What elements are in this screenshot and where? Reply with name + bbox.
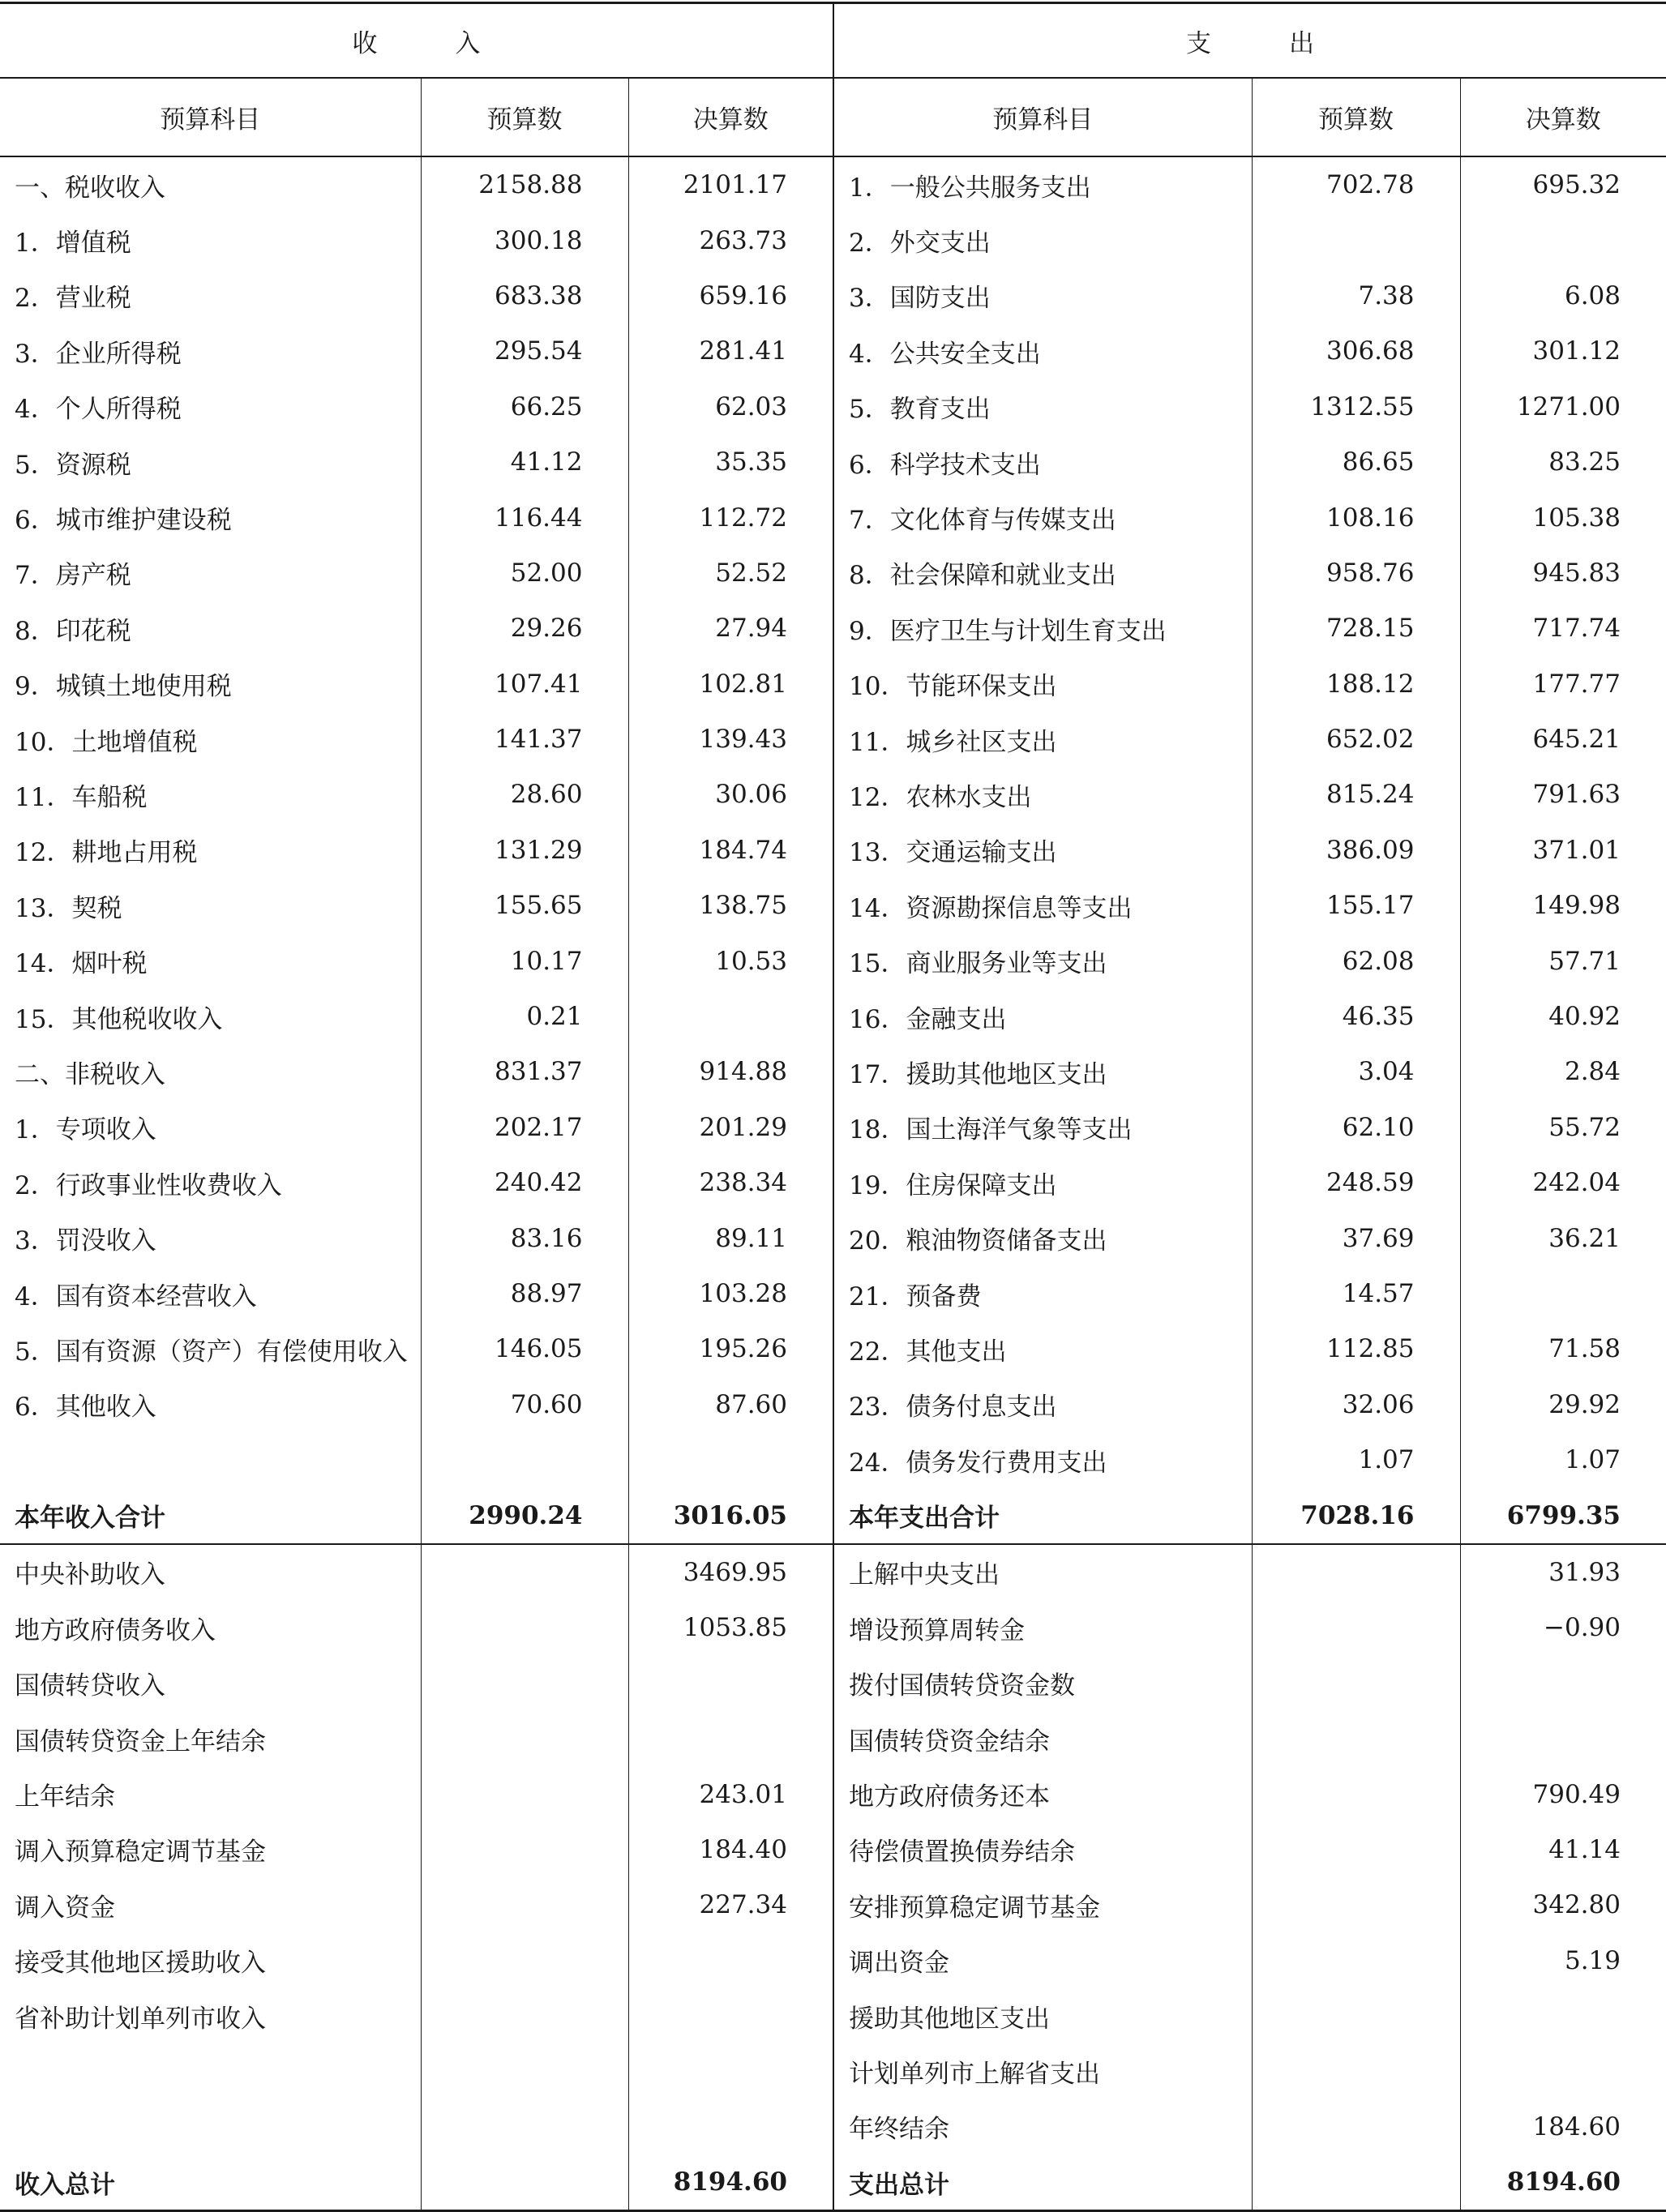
expense-final-cell: 40.92 [1460,989,1666,1044]
expense-subject-cell: 24．债务发行费用支出 [833,1432,1252,1487]
expense-subject-cell: 计划单列市上解省支出 [833,2043,1252,2099]
income-final-cell: 89.11 [628,1210,833,1265]
income-budget-cell [421,1933,628,1988]
expense-subject-cell: 国债转贷资金结余 [833,1711,1252,1766]
income-final-cell: 1053.85 [628,1600,833,1655]
income-final-cell [628,1988,833,2043]
expense-final-cell: 105.38 [1460,490,1666,545]
income-subject-cell: 3．罚没收入 [15,1226,156,1256]
expense-budget-cell [1252,1711,1460,1766]
expense-final-cell: 717.74 [1460,601,1666,656]
income-subject-cell: 7．房产税 [15,561,131,591]
expense-subject-cell: 8．社会保障和就业支出 [833,546,1252,601]
income-final-cell [628,2043,833,2099]
income-final-cell: 914.88 [628,1044,833,1099]
income-budget-cell [421,1656,628,1711]
income-subject-cell: 12．耕地占用税 [15,838,198,868]
expense-subject-cell: 19．住房保障支出 [833,1155,1252,1210]
income-budget-cell: 0.21 [421,989,628,1044]
income-budget-cell: 2990.24 [421,1487,628,1543]
expense-subject-cell: 12．农林水支出 [833,767,1252,822]
table-row [0,1432,1666,1487]
income-final-cell: 3016.05 [628,1487,833,1543]
expense-subject-cell: 18．国土海洋气象等支出 [833,1100,1252,1155]
expense-subject-cell: 1．一般公共服务支出 [833,156,1252,212]
income-budget-cell: 116.44 [421,490,628,545]
expense-final-cell: 41.14 [1460,1822,1666,1877]
expense-subject-cell: 16．金融支出 [833,989,1252,1044]
income-subject-cell: 本年收入合计 [15,1504,165,1534]
expense-final-cell: 2.84 [1460,1044,1666,1099]
income-final-cell: 184.40 [628,1822,833,1877]
expense-budget-cell [1252,1600,1460,1655]
expense-budget-cell [1252,1877,1460,1932]
income-subject-cell: 14．烟叶税 [15,949,148,979]
income-budget-cell: 202.17 [421,1100,628,1155]
income-final-cell: 281.41 [628,323,833,379]
income-final-cell: 243.01 [628,1766,833,1821]
income-budget-cell: 52.00 [421,546,628,601]
income-budget-cell [421,1432,628,1487]
expense-budget-cell: 652.02 [1252,712,1460,767]
expense-budget-cell: 62.10 [1252,1100,1460,1155]
expense-subject-cell: 上解中央支出 [833,1544,1252,1600]
table-row [0,1044,1666,1099]
expense-final-cell [1460,212,1666,267]
expense-subject-cell: 本年支出合计 [833,1487,1252,1543]
expense-budget-cell: 306.68 [1252,323,1460,379]
income-final-cell: 138.75 [628,878,833,933]
expense-budget-cell: 32.06 [1252,1377,1460,1432]
expense-subject-cell: 地方政府债务还本 [833,1766,1252,1821]
income-budget-cell: 10.17 [421,933,628,988]
table-row [0,1544,1666,1600]
income-subject-cell: 6．城市维护建设税 [15,506,232,536]
income-subject-cell: 5．国有资源（资产）有偿使用收入 [15,1337,408,1367]
expense-subject-cell: 增设预算周转金 [833,1600,1252,1655]
income-subject-cell: 8．印花税 [15,616,131,646]
table-row [0,878,1666,933]
income-final-cell [628,1656,833,1711]
expense-final-cell: 790.49 [1460,1766,1666,1821]
income-subject-cell: 2．行政事业性收费收入 [15,1170,282,1200]
expense-subject-cell: 14．资源勘探信息等支出 [833,878,1252,933]
income-final-cell [628,2099,833,2154]
table-row [0,823,1666,878]
table-row [0,1877,1666,1932]
expense-final-cell: 1271.00 [1460,379,1666,434]
income-subject-cell [0,1432,421,1487]
expense-subject-cell: 3．国防支出 [833,268,1252,323]
expense-budget-cell [1252,2099,1460,2154]
expense-budget-cell [1252,2154,1460,2211]
expense-budget-cell: 37.69 [1252,1210,1460,1265]
income-budget-cell [421,2043,628,2099]
expense-section-title: 支 出 [833,3,1666,79]
table-row [0,1656,1666,1711]
income-final-cell: 139.43 [628,712,833,767]
income-final-cell [628,989,833,1044]
table-row [0,767,1666,822]
income-subject-cell: 中央补助收入 [0,1544,421,1600]
income-subject-header: 预算科目 [0,78,421,156]
expense-final-cell: 29.92 [1460,1377,1666,1432]
income-budget-cell [421,2154,628,2211]
income-final-cell: 3469.95 [628,1544,833,1600]
income-budget-cell: 28.60 [421,767,628,822]
income-budget-cell: 131.29 [421,823,628,878]
table-row [0,1266,1666,1321]
income-subject-cell: 9．城镇土地使用税 [15,672,232,702]
expense-subject-cell: 2．外交支出 [833,212,1252,267]
income-subject-cell: 1．增值税 [15,229,131,259]
income-final-cell: 102.81 [628,657,833,712]
income-budget-cell: 831.37 [421,1044,628,1099]
expense-budget-cell [1252,1933,1460,1988]
expense-budget-cell: 7028.16 [1252,1487,1460,1543]
income-final-cell: 62.03 [628,379,833,434]
income-subject-cell: 4．国有资本经营收入 [15,1281,257,1311]
expense-final-cell: 5.19 [1460,1933,1666,1988]
expense-subject-cell: 15．商业服务业等支出 [833,933,1252,988]
table-row [0,1377,1666,1432]
income-subject-cell: 调入预算稳定调节基金 [15,1838,266,1868]
expense-budget-cell [1252,1822,1460,1877]
table-row [0,933,1666,988]
income-budget-cell [421,1544,628,1600]
income-subject-cell: 国债转贷收入 [15,1671,165,1701]
expense-budget-cell: 728.15 [1252,601,1460,656]
income-budget-cell [421,1877,628,1932]
expense-budget-cell: 7.38 [1252,268,1460,323]
income-subject-cell: 15．其他税收收入 [15,1004,223,1034]
income-budget-cell: 2158.88 [421,156,628,212]
income-subject-cell: 收入总计 [0,2154,421,2211]
expense-final-cell: −0.90 [1460,1600,1666,1655]
table-row [0,1933,1666,1988]
income-budget-cell [421,1711,628,1766]
income-final-cell: 195.26 [628,1321,833,1376]
expense-budget-cell: 86.65 [1252,434,1460,490]
income-budget-cell: 141.37 [421,712,628,767]
income-final-cell [628,1432,833,1487]
total-row [0,1487,1666,1543]
income-budget-cell [421,1600,628,1655]
income-subject-cell: 13．契税 [15,893,122,923]
income-final-cell: 52.52 [628,546,833,601]
income-budget-cell: 70.60 [421,1377,628,1432]
expense-budget-cell: 14.57 [1252,1266,1460,1321]
table-row [0,1988,1666,2043]
expense-budget-header: 预算数 [1252,78,1460,156]
expense-final-cell: 149.98 [1460,878,1666,933]
income-subject-cell: 省补助计划单列市收入 [15,2004,266,2034]
income-budget-cell: 29.26 [421,601,628,656]
expense-subject-cell: 22．其他支出 [833,1321,1252,1376]
expense-budget-cell: 1.07 [1252,1432,1460,1487]
income-budget-cell [421,1988,628,2043]
income-subject-cell: 1．专项收入 [15,1115,156,1145]
expense-final-cell [1460,1266,1666,1321]
expense-budget-cell: 248.59 [1252,1155,1460,1210]
expense-subject-header: 预算科目 [833,78,1252,156]
column-header-row [0,78,1666,156]
expense-final-cell: 177.77 [1460,657,1666,712]
expense-budget-cell [1252,2043,1460,2099]
expense-subject-cell: 5．教育支出 [833,379,1252,434]
expense-subject-cell: 6．科学技术支出 [833,434,1252,490]
income-final-cell: 201.29 [628,1100,833,1155]
income-budget-cell: 88.97 [421,1266,628,1321]
table-row [0,657,1666,712]
expense-budget-cell: 3.04 [1252,1044,1460,1099]
expense-budget-cell: 46.35 [1252,989,1460,1044]
expense-subject-cell: 11．城乡社区支出 [833,712,1252,767]
expense-final-cell: 342.80 [1460,1877,1666,1932]
expense-budget-cell: 62.08 [1252,933,1460,988]
expense-final-cell: 1.07 [1460,1432,1666,1487]
expense-final-cell: 8194.60 [1460,2154,1666,2211]
expense-budget-cell [1252,1656,1460,1711]
income-subject-cell: 接受其他地区援助收入 [15,1949,266,1979]
expense-final-cell: 242.04 [1460,1155,1666,1210]
expense-subject-cell: 支出总计 [833,2154,1252,2211]
expense-subject-cell: 9．医疗卫生与计划生育支出 [833,601,1252,656]
expense-final-cell: 645.21 [1460,712,1666,767]
income-subject-cell [0,2043,421,2099]
income-subject-cell: 6．其他收入 [15,1393,156,1423]
income-budget-cell: 146.05 [421,1321,628,1376]
section-header-row [0,3,1666,79]
income-final-cell [628,1711,833,1766]
expense-final-cell: 71.58 [1460,1321,1666,1376]
expense-budget-cell: 1312.55 [1252,379,1460,434]
income-final-cell: 2101.17 [628,156,833,212]
expense-final-cell: 945.83 [1460,546,1666,601]
income-budget-cell: 683.38 [421,268,628,323]
expense-subject-cell: 安排预算稳定调节基金 [833,1877,1252,1932]
table-row [0,601,1666,656]
expense-subject-cell: 23．债务付息支出 [833,1377,1252,1432]
expense-final-cell: 6.08 [1460,268,1666,323]
income-budget-cell: 41.12 [421,434,628,490]
expense-final-cell: 371.01 [1460,823,1666,878]
table-row [0,212,1666,267]
income-subject-cell: 3．企业所得税 [15,339,182,369]
expense-final-cell: 6799.35 [1460,1487,1666,1543]
expense-subject-cell: 20．粮油物资储备支出 [833,1210,1252,1265]
income-budget-cell: 300.18 [421,212,628,267]
income-budget-cell: 83.16 [421,1210,628,1265]
income-budget-cell [421,1766,628,1821]
expense-final-cell [1460,1988,1666,2043]
table-row [0,2043,1666,2099]
expense-final-cell: 57.71 [1460,933,1666,988]
income-subject-cell: 地方政府债务收入 [15,1615,216,1645]
budget-table [0,2,1666,2212]
income-subject-cell: 国债转贷资金上年结余 [15,1726,266,1756]
income-final-cell: 87.60 [628,1377,833,1432]
income-budget-cell: 107.41 [421,657,628,712]
expense-final-cell: 36.21 [1460,1210,1666,1265]
income-final-cell: 27.94 [628,601,833,656]
income-subject-cell: 一、税收收入 [15,173,165,203]
table-row [0,546,1666,601]
expense-budget-cell: 702.78 [1252,156,1460,212]
income-final-cell: 103.28 [628,1266,833,1321]
expense-subject-cell: 拨付国债转贷资金数 [833,1656,1252,1711]
expense-budget-cell: 155.17 [1252,878,1460,933]
expense-final-cell: 791.63 [1460,767,1666,822]
table-row [0,268,1666,323]
expense-subject-cell: 21．预备费 [833,1266,1252,1321]
table-row [0,989,1666,1044]
expense-budget-cell: 386.09 [1252,823,1460,878]
table-row [0,1321,1666,1376]
income-subject-cell: 二、非税收入 [15,1059,165,1089]
table-row [0,323,1666,379]
expense-final-cell: 55.72 [1460,1100,1666,1155]
income-subject-cell: 上年结余 [15,1782,115,1812]
income-subject-cell: 11．车船税 [15,782,148,812]
expense-subject-cell: 年终结余 [833,2099,1252,2154]
expense-budget-cell: 188.12 [1252,657,1460,712]
income-final-cell: 659.16 [628,268,833,323]
expense-subject-cell: 7．文化体育与传媒支出 [833,490,1252,545]
table-row [0,1100,1666,1155]
income-final-cell: 112.72 [628,490,833,545]
expense-final-cell: 31.93 [1460,1544,1666,1600]
table-row [0,1766,1666,1821]
table-row [0,1822,1666,1877]
expense-subject-cell: 待偿债置换债券结余 [833,1822,1252,1877]
expense-budget-cell: 958.76 [1252,546,1460,601]
expense-final-cell: 695.32 [1460,156,1666,212]
expense-final-cell [1460,2043,1666,2099]
income-subject-cell: 10．土地增值税 [15,727,198,757]
expense-final-cell: 184.60 [1460,2099,1666,2154]
table-row [0,2099,1666,2154]
income-budget-header: 预算数 [421,78,628,156]
expense-subject-cell: 援助其他地区支出 [833,1988,1252,2043]
income-final-cell: 8194.60 [628,2154,833,2211]
expense-budget-cell [1252,212,1460,267]
income-subject-cell: 4．个人所得税 [15,395,182,425]
income-budget-cell [421,1822,628,1877]
income-final-cell: 10.53 [628,933,833,988]
table-row [0,1600,1666,1655]
expense-budget-cell: 815.24 [1252,767,1460,822]
expense-final-cell [1460,1711,1666,1766]
expense-subject-cell: 17．援助其他地区支出 [833,1044,1252,1099]
expense-budget-cell: 108.16 [1252,490,1460,545]
income-final-cell: 184.74 [628,823,833,878]
table-row [0,1210,1666,1265]
total-row [0,2154,1666,2211]
income-final-cell: 35.35 [628,434,833,490]
table-row [0,712,1666,767]
table-row [0,1155,1666,1210]
income-final-cell [628,1933,833,1988]
expense-subject-cell: 4．公共安全支出 [833,323,1252,379]
income-subject-cell: 5．资源税 [15,450,131,480]
table-row [0,490,1666,545]
expense-final-header: 决算数 [1460,78,1666,156]
income-subject-cell: 2．营业税 [15,284,131,314]
table-row [0,434,1666,490]
expense-final-cell: 83.25 [1460,434,1666,490]
expense-final-cell [1460,1656,1666,1711]
expense-subject-cell: 调出资金 [833,1933,1252,1988]
income-final-cell: 263.73 [628,212,833,267]
expense-final-cell: 301.12 [1460,323,1666,379]
income-section-title: 收 入 [0,3,833,79]
expense-subject-cell: 13．交通运输支出 [833,823,1252,878]
expense-subject-cell: 10．节能环保支出 [833,657,1252,712]
table-row [0,1711,1666,1766]
income-final-cell: 227.34 [628,1877,833,1932]
income-budget-cell [421,2099,628,2154]
table-row [0,156,1666,212]
table-row [0,379,1666,434]
income-final-cell: 30.06 [628,767,833,822]
income-budget-cell: 66.25 [421,379,628,434]
expense-budget-cell [1252,1766,1460,1821]
income-budget-cell: 155.65 [421,878,628,933]
expense-budget-cell [1252,1988,1460,2043]
income-budget-cell: 240.42 [421,1155,628,1210]
income-final-header: 决算数 [628,78,833,156]
income-budget-cell: 295.54 [421,323,628,379]
income-subject-cell: 调入资金 [15,1893,115,1923]
expense-budget-cell [1252,1544,1460,1600]
income-final-cell: 238.34 [628,1155,833,1210]
income-subject-cell [0,2099,421,2154]
expense-budget-cell: 112.85 [1252,1321,1460,1376]
